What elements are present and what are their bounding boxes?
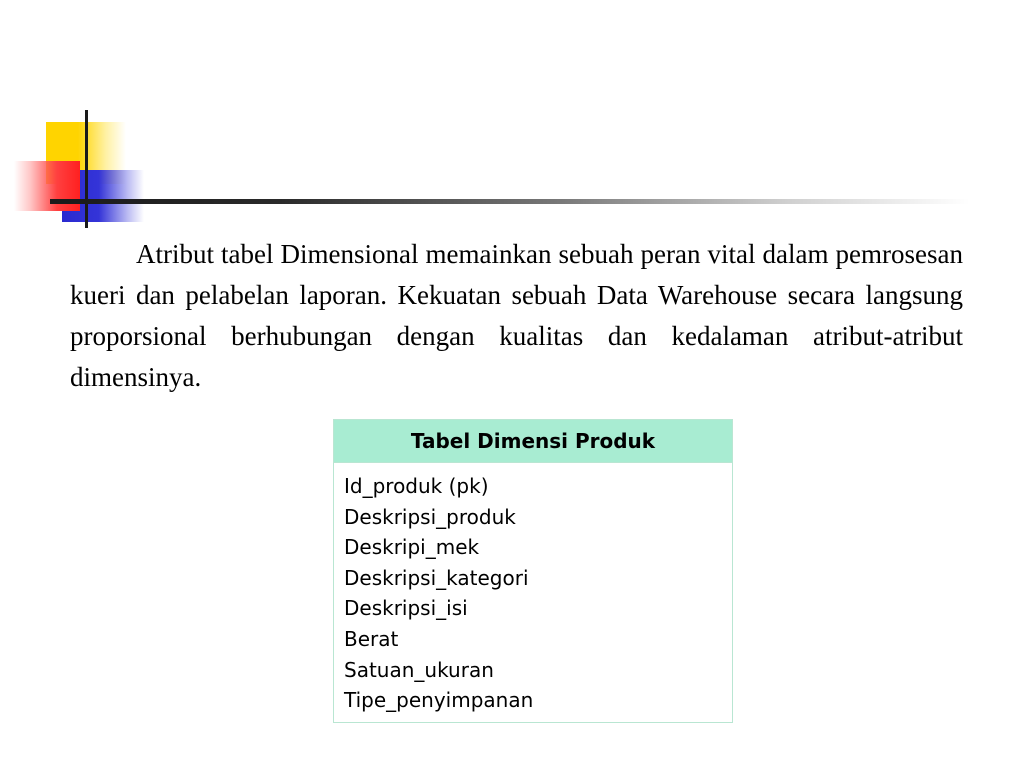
table-header: Tabel Dimensi Produk bbox=[334, 420, 732, 463]
list-item: Deskripsi_isi bbox=[344, 596, 468, 621]
dimension-table bbox=[333, 419, 733, 723]
list-item: Deskripi_mek bbox=[344, 535, 480, 560]
vertical-line-decoration bbox=[85, 110, 88, 228]
list-item: Berat bbox=[344, 626, 399, 651]
attribute-list bbox=[334, 463, 732, 722]
list-item: Deskripsi_produk bbox=[344, 504, 516, 529]
body-paragraph: Atribut tabel Dimensional memainkan sebuah peran vital dalam pemrosesan kueri dan pelabelan laporan. Kekuatan sebuah Data Warehouse secara langsung proporsional berhubungan dengan kualitas dan kedalaman atribut-atribut dimensinya. bbox=[70, 239, 963, 392]
list-item: Id_produk (pk) bbox=[344, 474, 489, 498]
list-item: Satuan_ukuran bbox=[344, 657, 494, 682]
horizontal-rule bbox=[50, 199, 970, 204]
list-item: Tipe_penyimpanan bbox=[344, 688, 534, 713]
list-item: Deskripsi_kategori bbox=[344, 565, 529, 590]
